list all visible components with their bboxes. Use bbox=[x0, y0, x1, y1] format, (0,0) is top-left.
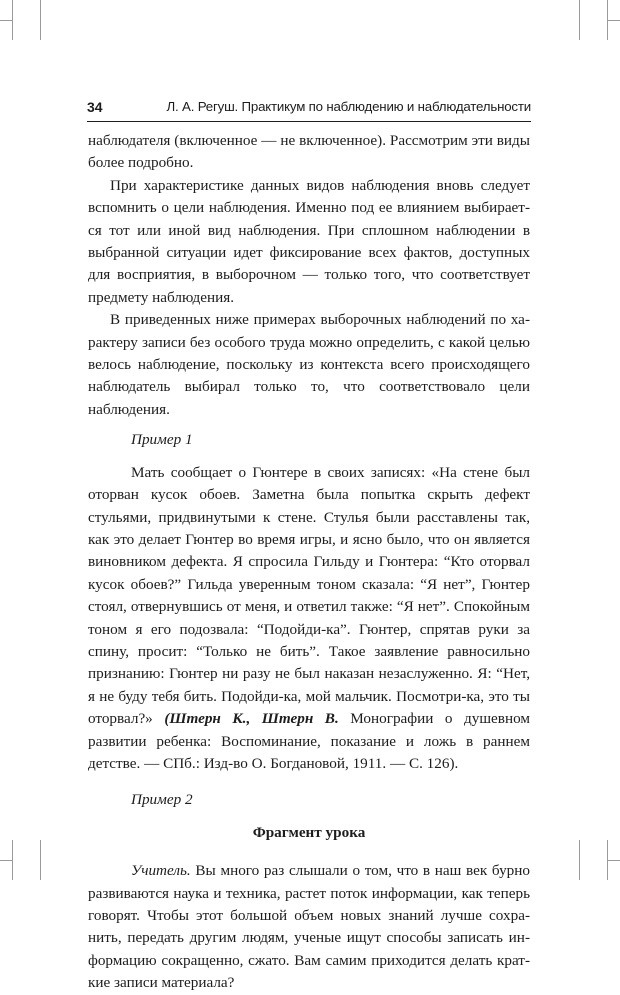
crop-mark-top-right-h bbox=[608, 20, 620, 21]
crop-mark-bottom-right-h bbox=[608, 860, 620, 861]
crop-mark-top-left-v1 bbox=[12, 0, 13, 40]
example-1-quote bbox=[88, 462, 530, 776]
example-2-dialogue bbox=[88, 860, 530, 994]
paragraph: При характеристике данных видов наблюдения вновь следует вспомнить о цели наблюдения. Именно под ее влиянием выбирается тот или иной вид наблюдения. При сплошном наблюдении в выбранной ситуации идет фиксирование всех фактов, доступных для восприятия, в выборочном — только того, что соответствует предмету наблюдения. bbox=[88, 176, 530, 306]
citation-source: Монографии о душевном развитии ребенка: Воспоминание, показание и ложь в раннем детстве. — СПб.: Изд-во О. Богдановой, 1911. — С. 126). bbox=[88, 710, 531, 772]
example-1-label: Пример 1 bbox=[131, 431, 193, 449]
running-title: Л. А. Регуш. Практикум по наблюдению и наблюдательности bbox=[166, 99, 531, 114]
crop-mark-bottom-left-v1 bbox=[12, 840, 13, 880]
page-body bbox=[88, 130, 530, 995]
paragraph: В приведенных ниже примерах выборочных наблюдений по характеру записи без особого труда можно определить, с какой целью велось наблюдение, поскольку из контекста всего происходящего наблюдатель выбирал только то, что соответствовало цели наблюдения. bbox=[88, 311, 530, 418]
header-rule bbox=[87, 121, 531, 122]
crop-mark-bottom-right-v1 bbox=[579, 840, 580, 880]
crop-mark-bottom-left-h bbox=[0, 860, 12, 861]
crop-mark-top-left-v2 bbox=[40, 0, 41, 40]
running-header bbox=[87, 99, 531, 119]
page-number: 34 bbox=[87, 99, 103, 115]
example-2-text: Вы много раз слышали о том, что в наш век бурно развиваются наука и техника, растет поток информации, как теперь говорят. Чтобы этот большой объем новых знаний лучше сохранить, передать другим людям, ученые ищут способы записать информацию сокращенно, сжато. Вам самим приходится делать краткие записи материала? bbox=[88, 862, 530, 992]
example-2-label: Пример 2 bbox=[131, 791, 193, 809]
example-1-text: Мать сообщает о Гюнтере в своих записях: «На стене был оторван кусок обоев. Заметна была попытка скрыть дефект стульями, придвинутыми к стене. Стулья были расставлены так, как это делает Гюнтер во время игры, и ясно было, что он является виновником дефекта. Я спросила Гильду и Гюнтера: “Кто оторвал кусок обоев?” Гильда уверенным тоном сказала: “Я нет”, Гюнтер стоял, отвернувшись от меня, и ответил также: “Я нет”. Спокойным тоном я его подозвала: “Подойди-ка”. Гюнтер, спрятав руки за спину, просит: “Только не бить”. Такое заявление равносильно признанию: Гюнтер ни разу не был наказан незаслуженно. Я: “Нет, я не буду тебя бить. Подойди-ка, мой мальчик. Посмотри-ка, это ты оторвал?» bbox=[88, 463, 530, 728]
crop-mark-top-left-h bbox=[0, 20, 12, 21]
citation-authors: (Штерн К., Штерн В. bbox=[164, 710, 339, 728]
crop-mark-bottom-left-v2 bbox=[40, 840, 41, 880]
speaker-label: Учитель. bbox=[131, 862, 191, 880]
crop-mark-top-right-v1 bbox=[579, 0, 580, 40]
paragraph: наблюдателя (включенное — не включенное). Рассмотрим эти виды более подробно. bbox=[88, 132, 530, 172]
section-heading: Фрагмент урока bbox=[252, 823, 366, 841]
